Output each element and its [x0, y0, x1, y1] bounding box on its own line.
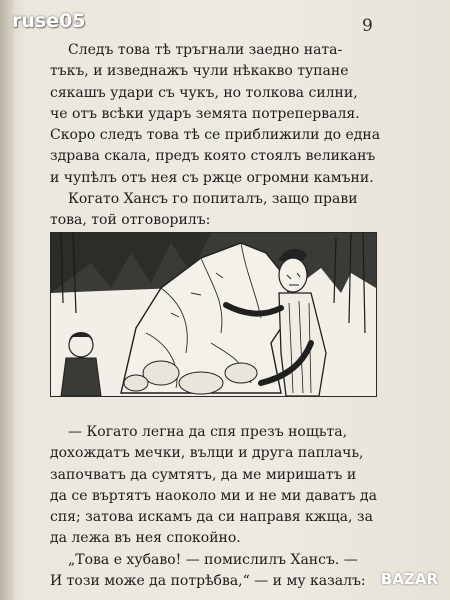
- text-block-bottom: [50, 422, 382, 592]
- text-line: че отъ всѣки ударъ земята потреперваля.: [50, 105, 360, 122]
- text-line: да лежа въ нея спокойно.: [50, 530, 241, 547]
- text-line: и чупѣлъ отъ нея съ ржце огромни камъни.: [50, 169, 374, 186]
- illustration-giant-breaking-rocks: [50, 232, 377, 397]
- illustration-drawing: [51, 233, 376, 396]
- text-line: сякашъ удари съ чукъ, но толкова силни,: [50, 84, 358, 101]
- text-line: това, той отговорилъ:: [50, 212, 211, 229]
- text-line: започватъ да сумтятъ, да ме миришатъ и: [50, 466, 357, 483]
- text-line: — Когато легна да спя презъ нощьта,: [68, 424, 348, 440]
- bazar-logo: BAZAR: [380, 570, 438, 588]
- text-line: спя; затова искамъ да си направя кжща, за: [50, 509, 373, 526]
- text-line: Когато Хансъ го попиталъ, защо прави: [68, 191, 358, 208]
- text-line: тъкъ, и изведнажъ чули нѣкакво тупане: [50, 63, 349, 80]
- text-line: дохождатъ мечки, вълци и друга паплачь,: [50, 445, 364, 462]
- watermark-text: ruse05: [12, 10, 86, 32]
- text-line: „Това е хубаво! — помислилъ Хансъ. —: [68, 551, 358, 568]
- page-number: 9: [362, 16, 373, 36]
- text-line: И този може да потрѣбва,“ — и му казалъ:: [50, 573, 366, 590]
- page-binding-shadow: [0, 0, 14, 600]
- text-line: да се въртятъ наоколо ми и не ми даватъ да: [50, 487, 377, 504]
- text-line: здрава скала, предъ която стоялъ великанъ: [50, 148, 376, 165]
- text-line: Скоро следъ това тѣ се приближили до една: [50, 127, 381, 144]
- text-line: Следъ това тѣ тръгнали заедно натa-: [68, 42, 343, 58]
- text-block-top: [50, 40, 382, 232]
- hans-figure: [61, 332, 101, 396]
